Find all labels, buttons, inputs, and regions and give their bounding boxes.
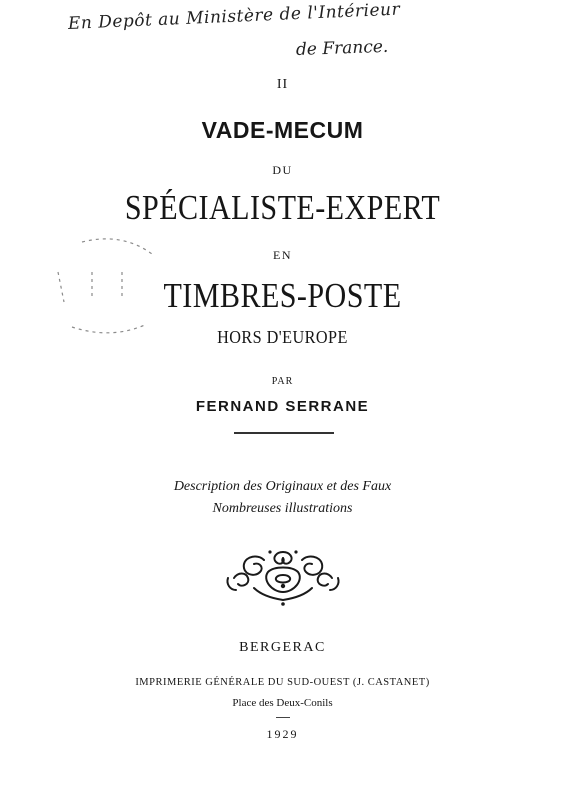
divider-rule [234,432,334,434]
author-name: FERNAND SERRANE [195,398,370,415]
subtitle-illustrations: Nombreuses illustrations [212,501,353,516]
volume-number: II [276,77,289,92]
title-connector-en: EN [273,248,292,262]
title-line-timbres-poste: TIMBRES-POSTE [163,276,402,315]
printer-ornament [224,548,342,606]
publication-city: BERGERAC [239,640,326,655]
title-line-vade-mecum: VADE-MECUM [201,117,364,143]
printer-address: Place des Deux-Conils [232,697,333,709]
by-label: PAR [271,376,294,387]
subtitle-description: Description des Originaux et des Faux [173,479,392,494]
title-connector-du: DU [272,163,293,177]
title-line-specialiste-expert: SPÉCIALISTE-EXPERT [124,188,441,227]
publication-year: 1929 [266,727,299,741]
title-line-hors-europe: HORS D'EUROPE [217,327,348,347]
printer-name: IMPRIMERIE GÉNÉRALE DU SUD-OUEST (J. CASTANET) [135,677,430,688]
handwritten-inscription-line1: En Depôt au Ministère de l'Intérieur [67,0,401,34]
small-divider [276,717,290,718]
handwritten-inscription-line2: de France. [295,36,389,60]
